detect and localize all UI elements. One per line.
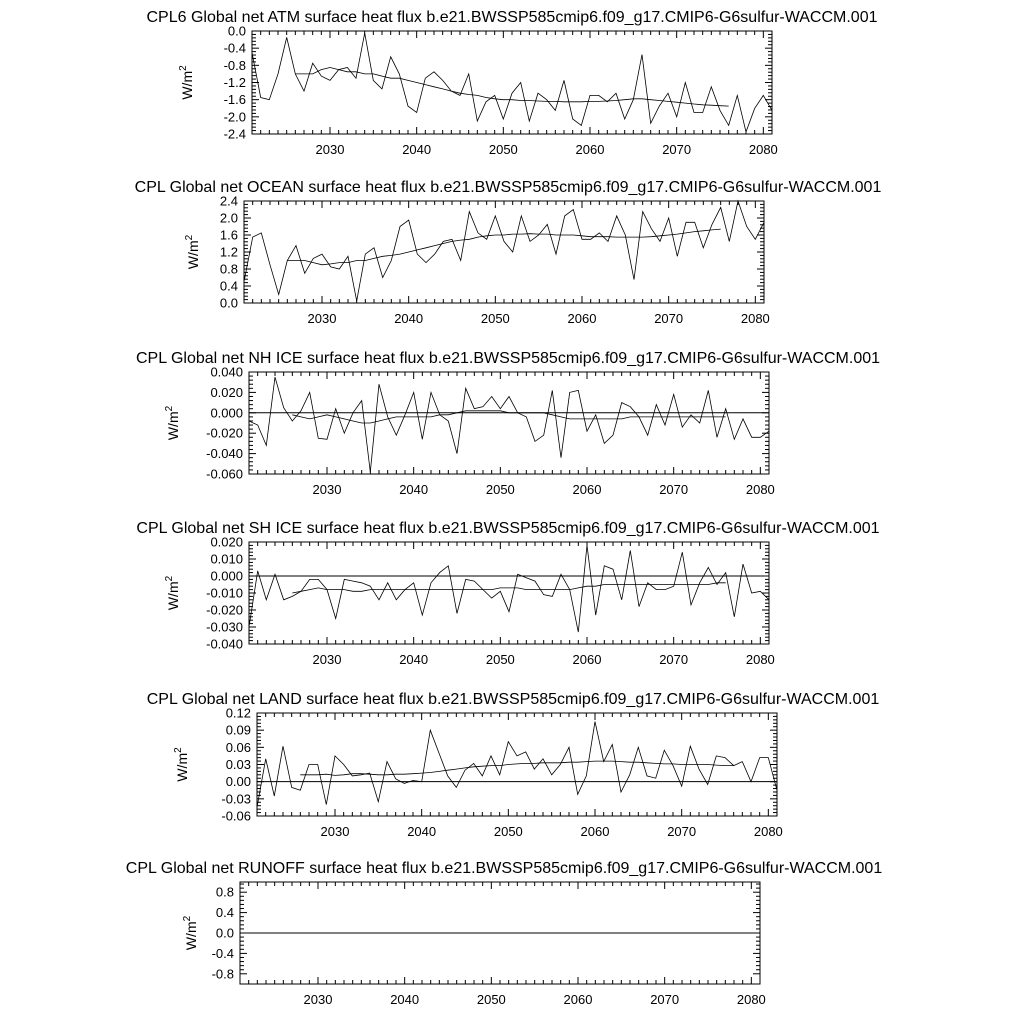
- x-tick-label: 2030: [307, 311, 337, 326]
- chart-title: CPL Global net NH ICE surface heat flux b.e21.BWSSP585cmip6.f09_g17.CMIP6-G6sulfur-WACCM.001: [135, 350, 881, 367]
- y-tick-label: 2.4: [219, 193, 238, 209]
- x-tick-label: 2060: [580, 824, 610, 839]
- y-tick-label: 0.000: [210, 405, 243, 421]
- y-tick-label: 0.000: [210, 568, 243, 584]
- x-tick-label: 2030: [303, 992, 333, 1007]
- y-tick-label: 0.03: [225, 757, 251, 772]
- y-tick-label: -0.040: [206, 446, 243, 462]
- y-tick-label: 0.020: [210, 534, 243, 550]
- y-axis-label: [184, 234, 201, 269]
- y-axis-label-exponent: 2: [164, 405, 175, 412]
- y-axis-label-exponent: 2: [173, 747, 184, 753]
- y-tick-label: -0.03: [221, 791, 251, 807]
- y-tick-label: 2.0: [219, 210, 238, 226]
- y-tick-label: 0.0: [219, 295, 238, 311]
- x-tick-label: 2080: [753, 824, 783, 839]
- y-axis-label-unit: W/m: [183, 921, 199, 951]
- chart-panel-2: [135, 179, 882, 326]
- chart-title: CPL6 Global net ATM surface heat flux b.e21.BWSSP585cmip6.f09_g17.CMIP6-G6sulfur-WACCM.001: [146, 9, 878, 26]
- y-axis-label-exponent: 2: [164, 575, 175, 582]
- y-tick-label: -0.010: [206, 585, 243, 601]
- y-tick-label: 0.040: [210, 364, 243, 380]
- y-tick-label: -0.020: [206, 602, 243, 618]
- y-axis-label: [164, 575, 181, 610]
- y-tick-label: 0.0: [227, 23, 246, 39]
- plot-frame: [249, 372, 769, 474]
- y-tick-label: -0.060: [206, 466, 243, 482]
- running-mean-line: [292, 583, 725, 593]
- y-tick-label: 0.4: [215, 905, 234, 921]
- x-tick-label: 2080: [748, 142, 778, 157]
- x-tick-label: 2060: [563, 992, 593, 1007]
- y-axis-label: [173, 747, 190, 782]
- plot-frame: [244, 201, 764, 303]
- y-tick-label: -0.8: [211, 966, 234, 982]
- x-tick-label: 2030: [315, 142, 345, 157]
- x-tick-label: 2070: [650, 992, 680, 1007]
- x-tick-label: 2050: [493, 824, 523, 839]
- y-axis-label: [182, 915, 199, 950]
- chart-panel-4: [136, 520, 879, 667]
- annual-series-line: [244, 201, 764, 301]
- y-tick-label: -1.2: [223, 75, 246, 90]
- x-tick-label: 2040: [399, 482, 429, 497]
- x-tick-label: 2040: [399, 652, 429, 667]
- x-tick-label: 2030: [320, 824, 350, 839]
- y-tick-label: 0.12: [225, 705, 251, 721]
- y-axis-label-unit: W/m: [165, 581, 181, 611]
- x-tick-label: 2060: [575, 142, 605, 157]
- y-tick-label: 0.8: [215, 884, 234, 900]
- y-tick-label: 0.020: [210, 384, 243, 400]
- chart-panel-1: [147, 9, 878, 157]
- chart-title: CPL Global net LAND surface heat flux b.e21.BWSSP585cmip6.f09_g17.CMIP6-G6sulfur-WACCM.001: [146, 691, 880, 708]
- y-tick-label: 0.4: [219, 278, 238, 294]
- y-tick-label: 1.6: [219, 227, 238, 243]
- x-tick-label: 2060: [572, 652, 602, 667]
- y-tick-label: -0.8: [223, 57, 246, 73]
- x-tick-label: 2070: [662, 142, 692, 157]
- y-tick-label: 0.010: [210, 551, 243, 567]
- x-tick-label: 2080: [745, 652, 775, 667]
- x-tick-label: 2060: [567, 311, 597, 326]
- chart-panel-5: [147, 691, 880, 839]
- x-tick-label: 2040: [394, 311, 424, 326]
- x-tick-label: 2070: [659, 482, 689, 497]
- y-tick-label: -0.030: [206, 619, 243, 635]
- y-tick-label: 0.09: [225, 722, 251, 738]
- y-tick-label: -0.040: [206, 636, 243, 652]
- chart-panel-6: [126, 860, 883, 1007]
- x-tick-label: 2080: [736, 992, 766, 1007]
- annual-series-line: [249, 545, 769, 632]
- x-tick-label: 2070: [654, 311, 684, 326]
- y-tick-label: 0.06: [225, 739, 251, 755]
- y-tick-label: -2.4: [223, 126, 246, 142]
- x-tick-label: 2080: [745, 482, 775, 497]
- x-tick-label: 2050: [480, 311, 510, 326]
- y-axis-label-unit: W/m: [165, 411, 181, 441]
- x-tick-label: 2040: [402, 142, 432, 157]
- y-axis-label: [164, 405, 181, 440]
- x-tick-label: 2050: [488, 142, 518, 157]
- y-tick-label: -2.0: [223, 109, 246, 125]
- running-mean-line: [295, 68, 728, 107]
- x-tick-label: 2070: [667, 824, 697, 839]
- x-tick-label: 2080: [740, 311, 770, 326]
- x-tick-label: 2030: [312, 482, 342, 497]
- running-mean-line: [300, 761, 733, 775]
- chart-title: CPL Global net OCEAN surface heat flux b.e21.BWSSP585cmip6.f09_g17.CMIP6-G6sulfur-WACCM.001: [134, 179, 882, 196]
- y-tick-label: -1.6: [223, 92, 246, 108]
- y-tick-label: -0.06: [221, 808, 251, 824]
- x-tick-label: 2070: [659, 652, 689, 667]
- x-tick-label: 2050: [485, 652, 515, 667]
- y-tick-label: 0.0: [215, 925, 234, 941]
- x-tick-label: 2040: [390, 992, 420, 1007]
- plot-frame: [252, 31, 772, 134]
- y-tick-label: 1.2: [219, 244, 238, 260]
- y-axis-label: [178, 65, 195, 100]
- x-tick-label: 2060: [572, 482, 602, 497]
- x-tick-label: 2030: [312, 652, 342, 667]
- y-axis-label-exponent: 2: [182, 915, 193, 922]
- y-axis-label-exponent: 2: [184, 234, 195, 241]
- y-axis-label-unit: W/m: [185, 240, 201, 270]
- x-tick-label: 2050: [476, 992, 506, 1007]
- y-tick-label: -0.4: [211, 945, 234, 961]
- y-tick-label: 0.8: [219, 261, 238, 277]
- y-axis-label-exponent: 2: [178, 65, 189, 71]
- y-tick-label: -0.020: [206, 425, 243, 441]
- y-tick-label: 0.00: [225, 774, 251, 790]
- annual-series-line: [252, 33, 772, 132]
- y-tick-label: -0.4: [223, 40, 246, 56]
- x-tick-label: 2050: [485, 482, 515, 497]
- chart-title: CPL Global net SH ICE surface heat flux b.e21.BWSSP585cmip6.f09_g17.CMIP6-G6sulfur-WACCM.001: [136, 520, 880, 537]
- chart-title: CPL Global net RUNOFF surface heat flux b.e21.BWSSP585cmip6.f09_g17.CMIP6-G6sulfur-WACCM.001: [125, 860, 883, 877]
- plot-frame: [249, 542, 769, 644]
- y-axis-label-unit: W/m: [179, 70, 195, 100]
- x-tick-label: 2040: [407, 824, 437, 839]
- annual-series-line: [249, 377, 769, 472]
- y-axis-label-unit: W/m: [174, 752, 190, 782]
- chart-panel-3: [136, 350, 880, 497]
